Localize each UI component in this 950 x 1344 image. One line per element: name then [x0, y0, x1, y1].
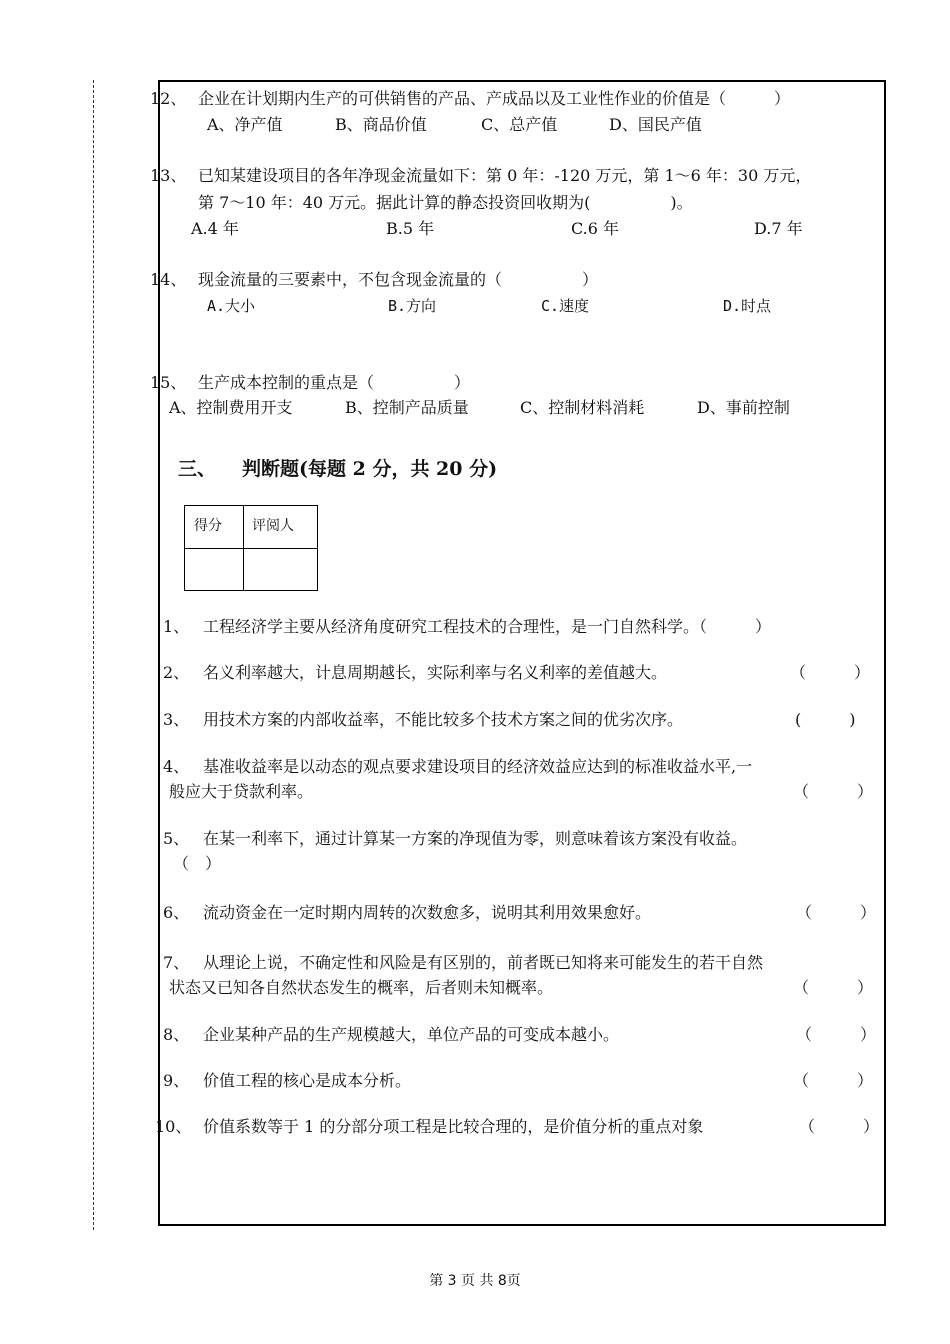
section-number: 三、: [178, 458, 217, 480]
answer-paren: ( ): [795, 710, 856, 729]
answer-paren: （ ）: [793, 1071, 874, 1090]
section-title: 判断题(每题 2 分，共 20 分): [242, 458, 498, 480]
question-stem: 生产成本控制的重点是（ ）: [198, 373, 471, 392]
question-stem: 已知某建设项目的各年净现金流量如下：第 0 年：-120 万元，第 1～6 年：30 万元，: [198, 166, 812, 185]
option-c: C、总产值: [481, 115, 558, 134]
answer-paren: （ ）: [790, 663, 871, 682]
option-a: A.大小: [207, 297, 256, 315]
option-a: A、净产值: [207, 115, 283, 134]
tf-text: 价值系数等于 1 的分部分项工程是比较合理的，是价值分析的重点对象: [203, 1117, 704, 1136]
tf-text: 基准收益率是以动态的观点要求建设项目的经济效益应达到的标准收益水平,一: [203, 757, 753, 776]
option-b: B.方向: [388, 297, 437, 315]
tf-text: 企业某种产品的生产规模越大，单位产品的可变成本越小。: [203, 1025, 620, 1044]
option-d: D.时点: [723, 297, 772, 315]
question-number: 14、: [150, 270, 187, 289]
tf-text: 在某一利率下，通过计算某一方案的净现值为零，则意味着该方案没有收益。: [203, 829, 748, 848]
tf-number: 4、: [163, 757, 190, 776]
option-d: D、事前控制: [697, 398, 790, 417]
question-stem: 现金流量的三要素中，不包含现金流量的（ ）: [198, 270, 599, 289]
score-label: 得分: [194, 518, 222, 534]
answer-paren: （ ）: [799, 1117, 880, 1136]
tf-number: 9、: [163, 1071, 190, 1090]
option-d: D.7 年: [754, 219, 803, 238]
tf-number: 2、: [163, 663, 190, 682]
question-stem: 企业在计划期内生产的可供销售的产品、产成品以及工业性作业的价值是（ ）: [198, 89, 791, 108]
tf-number: 10、: [155, 1117, 192, 1136]
question-stem-continued: 第 7～10 年：40 万元。据此计算的静态投资回收期为( )。: [198, 193, 693, 212]
page-frame: [158, 80, 886, 1226]
tf-number: 8、: [163, 1025, 190, 1044]
option-c: C.速度: [541, 297, 590, 315]
answer-paren: （ ）: [793, 978, 874, 997]
tf-text: 从理论上说，不确定性和风险是有区别的，前者既已知将来可能发生的若干自然: [203, 953, 764, 972]
tf-text-continued: 状态又已知各自然状态发生的概率，后者则未知概率。: [169, 978, 554, 997]
tf-text: 价值工程的核心是成本分析。: [203, 1071, 412, 1090]
page-number: 第 3 页 共 8页: [429, 1273, 521, 1289]
tf-text: 流动资金在一定时期内周转的次数愈多，说明其利用效果愈好。: [203, 903, 652, 922]
answer-paren: （ ）: [173, 854, 222, 873]
question-number: 12、: [150, 89, 187, 108]
score-table: [184, 505, 318, 591]
tf-number: 1、: [163, 617, 190, 636]
tf-text: 用技术方案的内部收益率，不能比较多个技术方案之间的优劣次序。: [203, 710, 684, 729]
option-b: B.5 年: [386, 219, 435, 238]
binding-dashed-line: [93, 80, 94, 1230]
tf-text-continued: 般应大于贷款利率。: [169, 782, 314, 801]
question-number: 15、: [150, 373, 187, 392]
grader-label: 评阅人: [252, 518, 294, 534]
answer-paren: （ ）: [793, 782, 874, 801]
option-a: A、控制费用开支: [169, 398, 293, 417]
tf-number: 5、: [163, 829, 190, 848]
tf-text: 工程经济学主要从经济角度研究工程技术的合理性，是一门自然科学。（ ）: [203, 617, 772, 636]
tf-text: 名义利率越大，计息周期越长，实际利率与名义利率的差值越大。: [203, 663, 668, 682]
option-a: A.4 年: [191, 219, 239, 238]
option-d: D、国民产值: [609, 115, 702, 134]
option-b: B、商品价值: [335, 115, 427, 134]
option-b: B、控制产品质量: [345, 398, 469, 417]
tf-number: 7、: [163, 953, 190, 972]
option-c: C.6 年: [571, 219, 620, 238]
tf-number: 6、: [163, 903, 190, 922]
answer-paren: （ ）: [796, 1025, 877, 1044]
question-number: 13、: [150, 166, 187, 185]
tf-number: 3、: [163, 710, 190, 729]
option-c: C、控制材料消耗: [520, 398, 645, 417]
answer-paren: （ ）: [796, 903, 877, 922]
